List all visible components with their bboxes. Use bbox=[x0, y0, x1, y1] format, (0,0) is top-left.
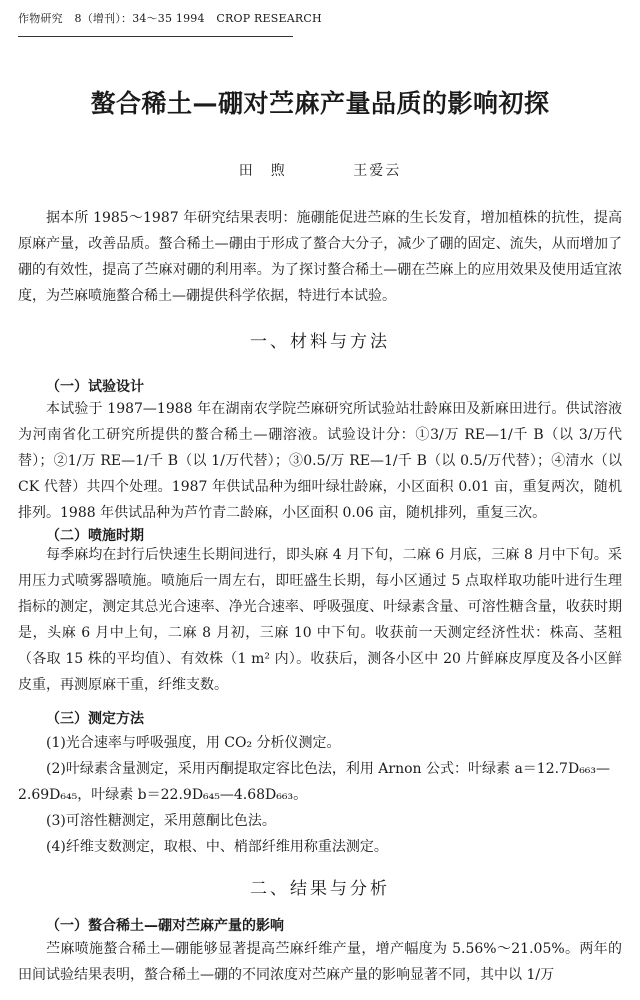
subsection-heading: （三）测定方法 bbox=[46, 711, 144, 727]
method-item: (3)可溶性糖测定，采用蒽酮比色法。 bbox=[46, 813, 276, 829]
header-rule bbox=[18, 36, 293, 37]
body-paragraph: 苎麻喷施螯合稀土—硼能够显著提高苎麻纤维产量，增产幅度为 5.56%～21.05%。两年的田间试验结果表明，螯合稀土—硼的不同浓度对苎麻产量的影响显著不同，其中以 1/万 bbox=[18, 941, 622, 983]
running-header bbox=[18, 10, 330, 26]
subsection-heading: （二）喷施时期 bbox=[46, 528, 144, 544]
method-item: (4)纤维支数测定，取根、中、梢部纤维用称重法测定。 bbox=[46, 839, 388, 855]
journal-name: 作物研究 bbox=[18, 12, 63, 25]
subsection-heading: （一）试验设计 bbox=[46, 379, 144, 395]
author: 田 煦 bbox=[238, 163, 287, 179]
intro-paragraph: 据本所 1985～1987 年研究结果表明：施硼能促进苎麻的生长发育，增加植株的抗性，提高原麻产量，改善品质。螯合稀土—硼由于形成了螯合大分子，减少了硼的固定、流失，从而增加了硼的有效性，提高了苎麻对硼的利用率。为了探讨螯合稀土—硼在苎麻上的应用效果及使用适宜浓度，为苎麻喷施螯合稀土—硼提供科学依据，特进行本试验。 bbox=[18, 210, 622, 304]
section-heading: 一、材料与方法 bbox=[250, 332, 390, 352]
method-item: (2)叶绿素含量测定，采用丙酮提取定容比色法，利用 Arnon 公式：叶绿素 a＝12.7D₆₆₃—2.69D₆₄₅，叶绿素 b＝22.9D₆₄₅—4.68D₆₆₃。 bbox=[18, 761, 611, 803]
subsection-heading: （一）螯合稀土—硼对苎麻产量的影响 bbox=[46, 918, 284, 934]
paper-title: 螯合稀土—硼对苎麻产量品质的影响初探 bbox=[90, 89, 550, 118]
method-item: (1)光合速率与呼吸强度，用 CO₂ 分析仪测定。 bbox=[46, 735, 341, 751]
author: 王爱云 bbox=[353, 163, 402, 179]
journal-name-en: CROP RESEARCH bbox=[216, 12, 322, 25]
section-heading: 二、结果与分析 bbox=[250, 879, 390, 899]
issue-info: 8（增刊）：34～35 1994 bbox=[74, 12, 205, 25]
body-paragraph: 每季麻均在封行后快速生长期间进行，即头麻 4 月下旬，二麻 6 月底，三麻 8 月中下旬。采用压力式喷雾器喷施。喷施后一周左右，即旺盛生长期，每小区通过 5 点取样取功能叶进行生理指标的测定，测定其总光合速率、净光合速率、呼吸强度、叶绿素含量、可溶性糖含量，收获时期是，头麻 6 月中上旬，二麻 8 月初，三麻 10 中下旬。收获前一天测定经济性状：株高、茎粗（各取 15 株的平均值）、有效株（1 m² 内）。收获后，测各小区中 20 片鲜麻皮厚度及各小区鲜皮重，再测原麻干重，纤维支数。 bbox=[18, 547, 622, 693]
author-list bbox=[0, 160, 640, 180]
body-paragraph: 本试验于 1987—1988 年在湖南农学院苎麻研究所试验站壮龄麻田及新麻田进行。供试溶液为河南省化工研究所提供的螯合稀土—硼溶液。试验设计分：①3/万 RE—1/千 B（以 3/万代替）；②1/万 RE—1/千 B（以 1/万代替）；③0.5/万 RE—1/千 B（以 0.5/万代替）；④清水（以 CK 代替）共四个处理。1987 年供试品种为细叶绿壮龄麻，小区面积 0.01 亩，重复两次，随机排列。1988 年供试品种为芦竹青二龄麻，小区面积 0.06 亩，随机排列，重复三次。 bbox=[18, 401, 622, 521]
